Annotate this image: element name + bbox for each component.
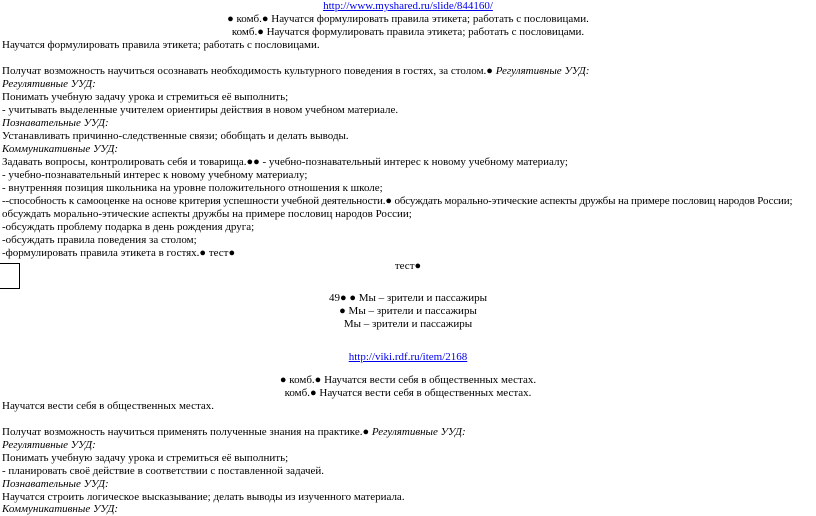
- image-placeholder-box: [0, 263, 20, 289]
- text-line: Задавать вопросы, контролировать себя и товарища.●● - учебно-познавательный интерес к новому учебному материалу;: [2, 156, 568, 168]
- lesson-title: ● Мы – зрители и пассажиры: [339, 305, 477, 317]
- text-line: [2, 65, 814, 78]
- lesson-type-line: комб.● Научатся формулировать правила этикета; работать с пословицами.: [231, 26, 585, 38]
- test-label: тест●: [394, 260, 422, 272]
- text-line: -формулировать правила этикета в гостях.● тест●: [2, 247, 236, 259]
- text-line: - учебно-познавательный интерес к новому учебному материалу;: [2, 169, 308, 181]
- section-heading: Познавательные УУД:: [2, 478, 109, 490]
- text-span: Получат возможность научиться осознавать необходимость культурного поведения в гостях, за столом.●: [2, 65, 493, 77]
- text-line: --способность к самооценке на основе критерия успешности учебной деятельности.● обсуждать морально-этические аспекты дружбы на примере пословиц народов России;: [2, 195, 793, 207]
- text-line: обсуждать морально-этические аспекты дружбы на примере пословиц народов России;: [2, 208, 412, 220]
- lesson-type-line: ● комб.● Научатся вести себя в общественных местах.: [279, 374, 537, 386]
- text-line: - внутренняя позиция школьника на уровне положительного отношения к школе;: [2, 182, 383, 194]
- text-line: -обсуждать правила поведения за столом;: [2, 234, 197, 246]
- section-heading-inline: Регулятивные УУД:: [371, 426, 466, 438]
- section-heading: Коммуникативные УУД:: [2, 503, 118, 515]
- source-link-1[interactable]: http://www.myshared.ru/slide/844160/: [323, 0, 493, 12]
- text-line: Понимать учебную задачу урока и стремиться её выполнить;: [2, 91, 289, 103]
- text-line: - планировать своё действие в соответствии с поставленной задачей.: [2, 465, 325, 477]
- text-line: [2, 426, 814, 439]
- source-link-2[interactable]: http://viki.rdf.ru/item/2168: [348, 351, 468, 363]
- text-span: Получат возможность научиться применять полученные знания на практике.●: [2, 426, 370, 438]
- lesson-type-line: ● комб.● Научатся формулировать правила этикета; работать с пословицами.: [227, 13, 589, 25]
- text-line: Устанавливать причинно-следственные связи; обобщать и делать выводы.: [2, 130, 349, 142]
- text-line: - учитывать выделенные учителем ориентиры действия в новом учебном материале.: [2, 104, 399, 116]
- text-line: -обсуждать проблему подарка в день рождения друга;: [2, 221, 255, 233]
- section-heading: Познавательные УУД:: [2, 117, 109, 129]
- section-heading: Регулятивные УУД:: [2, 78, 96, 90]
- lesson-type-line: комб.● Научатся вести себя в общественных местах.: [284, 387, 532, 399]
- text-line: Научатся формулировать правила этикета; работать с пословицами.: [2, 39, 320, 51]
- section-heading: Регулятивные УУД:: [2, 439, 96, 451]
- text-line: Научатся вести себя в общественных местах.: [2, 400, 215, 412]
- lesson-title: 49● ● Мы – зрители и пассажиры: [328, 292, 488, 304]
- text-line: Научатся строить логическое высказывание; делать выводы из изученного материала.: [2, 491, 405, 503]
- section-heading-inline: Регулятивные УУД:: [495, 65, 590, 77]
- section-heading: Коммуникативные УУД:: [2, 143, 118, 155]
- lesson-title: Мы – зрители и пассажиры: [343, 318, 473, 330]
- text-line: Понимать учебную задачу урока и стремиться её выполнить;: [2, 452, 289, 464]
